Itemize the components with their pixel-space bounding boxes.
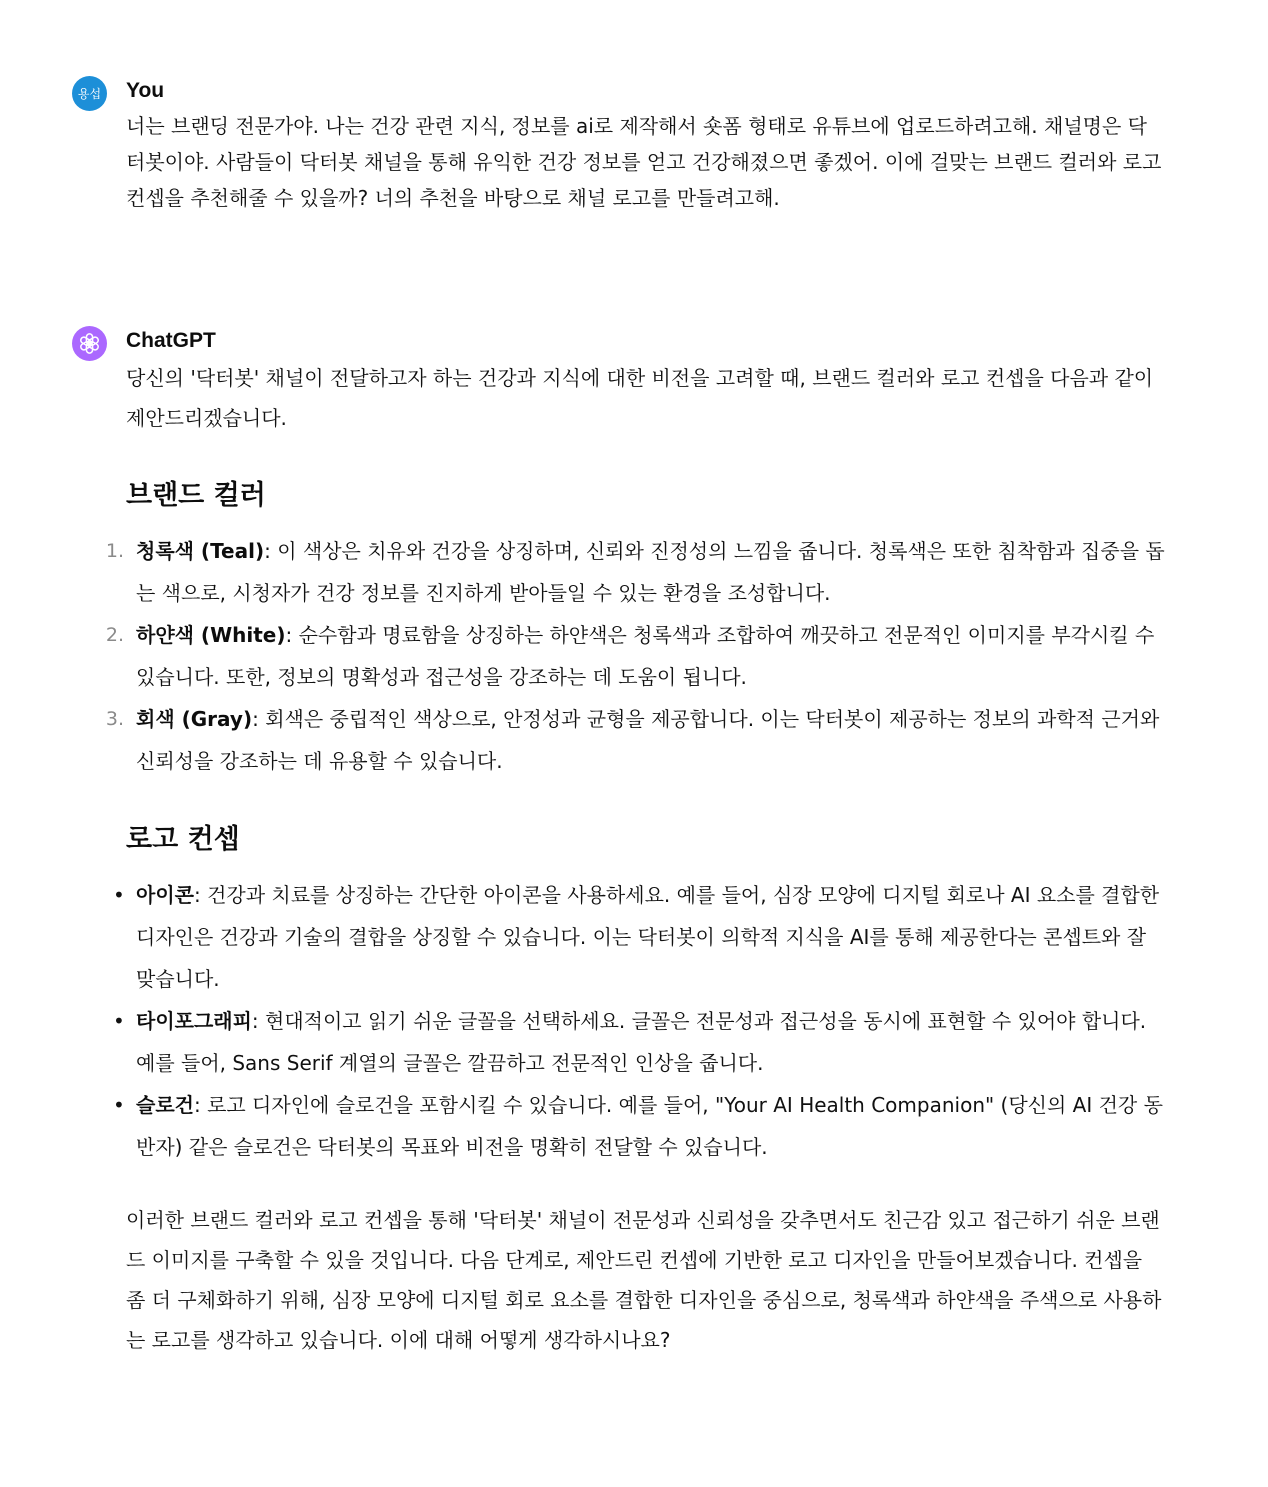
list-text: : 로고 디자인에 슬로건을 포함시킬 수 있습니다. 예를 들어, "Your AI Health Companion" (당신의 AI 건강 동반자) 같은 슬로건은 닥터봇의 목표와 비전을 명확히 전달할 수 있습니다. (136, 1093, 1163, 1159)
list-text: : 순수함과 명료함을 상징하는 하얀색은 청록색과 조합하여 깨끗하고 전문적인 이미지를 부각시킬 수 있습니다. 또한, 정보의 명확성과 접근성을 강조하는 데 도움이 됩니다. (136, 623, 1155, 689)
closing-paragraph: 이러한 브랜드 컬러와 로고 컨셉을 통해 '닥터봇' 채널이 전문성과 신뢰성을 갖추면서도 친근감 있고 접근하기 쉬운 브랜드 이미지를 구축할 수 있을 것입니다. 다음 단계로, 제안드린 컨셉에 기반한 로고 디자인을 만들어보겠습니다. 컨셉을 좀 더 구체화하기 위해, 심장 모양에 디지털 회로 요소를 결합한 디자인을 중심으로, 청록색과 하얀색을 주색으로 사용하는 로고를 생각하고 있습니다. 이에 대해 어떻게 생각하시나요? (126, 1208, 1162, 1352)
list-text: : 현대적이고 읽기 쉬운 글꼴을 선택하세요. 글꼴은 전문성과 접근성을 동시에 표현할 수 있어야 합니다. 예를 들어, Sans Serif 계열의 글꼴은 깔끔하고 전문적인 인상을 줍니다. (136, 1009, 1147, 1075)
list-item (105, 530, 1166, 614)
list-term: 타이포그래피 (136, 1009, 252, 1033)
assistant-avatar (72, 326, 107, 361)
list-bullet: • (113, 883, 125, 907)
list-bullet: • (113, 1093, 125, 1117)
list-term: 아이콘 (136, 883, 194, 907)
list-term: 하얀색 (White) (136, 623, 286, 647)
user-avatar-text: 용섭 (77, 87, 102, 101)
user-author-name: You (126, 79, 165, 102)
user-message: 너는 브랜딩 전문가야. 나는 건강 관련 지식, 정보를 ai로 제작해서 숏폼 형태로 유튜브에 업로드하려고해. 채널명은 닥터봇이야. 사람들이 닥터봇 채널을 통해 유익한 건강 정보를 얻고 건강해졌으면 좋겠어. 이에 걸맞는 브랜드 컬러와 로고 컨셉을 추천해줄 수 있을까? 너의 추천을 바탕으로 채널 로고를 만들려고해. (126, 114, 1162, 210)
brand-colors-heading: 브랜드 컬러 (126, 480, 266, 511)
list-item (113, 1084, 1166, 1168)
list-text: : 회색은 중립적인 색상으로, 안정성과 균형을 제공합니다. 이는 닥터봇이 제공하는 정보의 과학적 근거와 신뢰성을 강조하는 데 유용할 수 있습니다. (136, 707, 1160, 773)
list-item (105, 614, 1166, 698)
list-number: 3. (105, 708, 124, 730)
assistant-author-name: ChatGPT (126, 329, 216, 352)
list-number: 1. (105, 540, 124, 562)
openai-logo-icon (78, 332, 101, 355)
list-item (113, 1000, 1166, 1084)
list-text: : 이 색상은 치유와 건강을 상징하며, 신뢰와 진정성의 느낌을 줍니다. 청록색은 또한 침착함과 집중을 돕는 색으로, 시청자가 건강 정보를 진지하게 받아들일 수 있는 환경을 조성합니다. (136, 539, 1165, 605)
list-text: : 건강과 치료를 상징하는 간단한 아이콘을 사용하세요. 예를 들어, 심장 모양에 디지털 회로나 AI 요소를 결합한 디자인은 건강과 기술의 결합을 상징할 수 있습니다. 이는 닥터봇이 의학적 지식을 AI를 통해 제공한다는 콘셉트와 잘 맞습니다. (136, 883, 1160, 991)
user-avatar (72, 76, 107, 111)
intro-paragraph: 당신의 '닥터봇' 채널이 전달하고자 하는 건강과 지식에 대한 비전을 고려할 때, 브랜드 컬러와 로고 컨셉을 다음과 같이 제안드리겠습니다. (126, 366, 1154, 430)
logo-concept-heading: 로고 컨셉 (126, 824, 240, 855)
list-bullet: • (113, 1009, 125, 1033)
assistant-message (105, 358, 1166, 1360)
logo-concept-list (113, 874, 1166, 1168)
list-item (113, 874, 1166, 1000)
list-term: 청록색 (Teal) (136, 539, 265, 563)
list-term: 슬로건 (136, 1093, 194, 1117)
brand-colors-list (105, 530, 1166, 782)
list-number: 2. (105, 624, 124, 646)
list-item (105, 698, 1166, 782)
list-term: 회색 (Gray) (136, 707, 253, 731)
